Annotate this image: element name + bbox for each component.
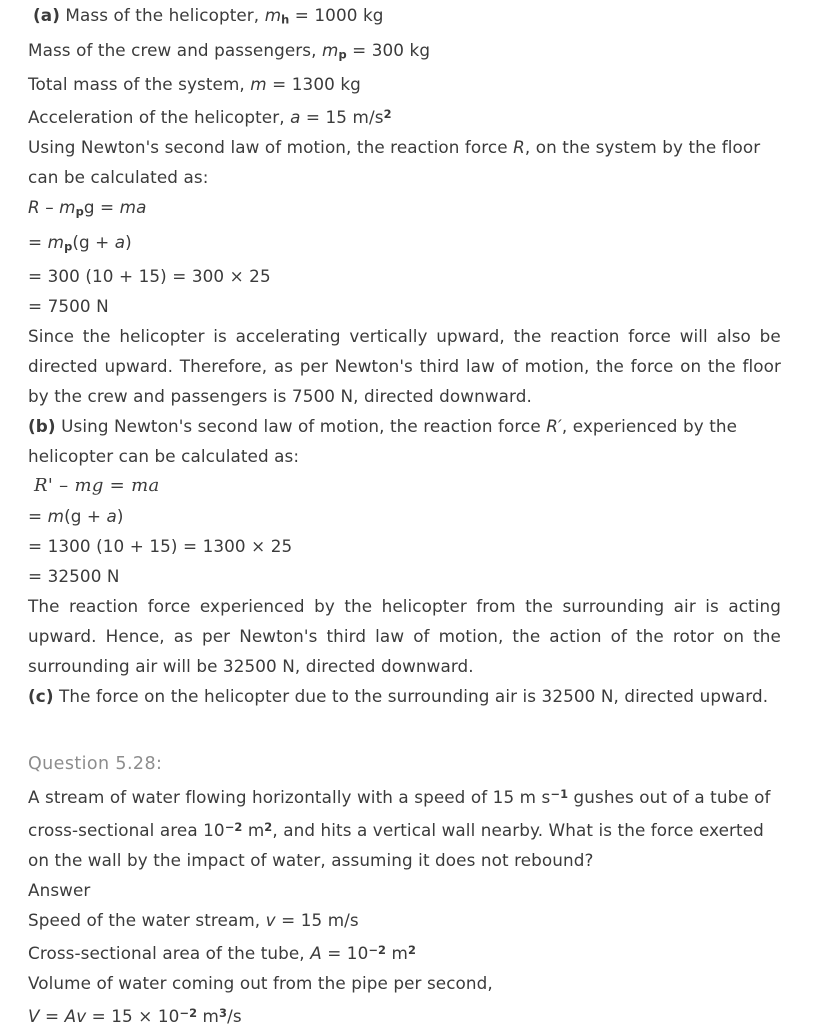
paragraph-a-conclusion-line-1 [28, 321, 781, 351]
justified-word: Since [28, 326, 75, 347]
superscript-minus-2: −2 [224, 820, 243, 835]
equation-b2: = 1300 (10 + 15) = 1300 × 25 [28, 536, 293, 557]
justified-word: accelerating [235, 326, 341, 347]
justified-word: of [610, 626, 627, 647]
justified-word: the [596, 356, 624, 377]
answer-area-unit: m [386, 943, 408, 964]
line-mass-helicopter [28, 0, 781, 35]
total-mass-text: Total mass of the system, [28, 74, 251, 94]
justified-word: of [501, 356, 518, 377]
question-line-1-text: A stream of water flowing horizontally with a speed of 15 m s [28, 787, 551, 808]
superscript-2-area: 2 [264, 820, 273, 835]
justified-word: also [716, 326, 751, 347]
equation-a2 [28, 227, 781, 262]
justified-word: floor [742, 356, 781, 377]
equation-a3: = 300 (10 + 15) = 300 × 25 [28, 266, 271, 287]
paragraph-b-conclusion-line-2 [28, 621, 781, 651]
justified-word: as [173, 626, 193, 647]
eq-b1-var-m: m [47, 506, 65, 527]
part-b-label: (b) [28, 416, 56, 437]
justified-word: reaction [550, 326, 620, 347]
part-a-label: (a) [33, 5, 60, 25]
var-m-h: m [264, 5, 282, 25]
var-A: A [310, 943, 322, 964]
eq-v-equals-2: = 15 × 10 [86, 1006, 180, 1027]
answer-speed-line [28, 905, 781, 935]
justified-word: motion, [438, 626, 504, 647]
line-acceleration [28, 99, 781, 132]
document-content [28, 0, 781, 1028]
var-v: v [265, 910, 276, 931]
justified-word: on [722, 626, 745, 647]
part-b-intro-text: Using Newton's second law of motion, the reaction force [61, 416, 547, 437]
justified-word: law [375, 626, 405, 647]
newton-intro-text: Using Newton's second law of motion, the reaction force [28, 137, 514, 158]
line-newton-intro-2: can be calculated as: [28, 167, 209, 188]
eq-a1-tail: g = [83, 197, 120, 218]
paragraph-b-intro-line-1 [28, 411, 781, 441]
justified-word: upward. [104, 356, 174, 377]
question-line-2-text: cross-sectional area 10 [28, 820, 225, 841]
eq-b-img-rhs: ma [131, 475, 160, 497]
superscript-minus-1: −1 [550, 787, 569, 802]
justified-word: Therefore, [179, 356, 268, 377]
justified-word: acting [728, 596, 781, 617]
equation-b1 [28, 501, 781, 531]
paragraph-c [28, 681, 781, 711]
justified-word: the [753, 626, 781, 647]
question-line-2-unit: m [242, 820, 265, 841]
var-R-prime: R [546, 416, 558, 437]
justified-word: upward. [28, 626, 97, 647]
justified-word: law [465, 356, 495, 377]
justified-word: as [273, 356, 294, 377]
justified-word: will [679, 326, 708, 347]
justified-word: third [419, 356, 460, 377]
question-line-1-seg [28, 779, 781, 812]
answer-area-text: Cross-sectional area of the tube, [28, 943, 311, 964]
eq-b1-end: ) [116, 506, 124, 527]
justified-word: the [513, 326, 542, 347]
paragraph-b-conclusion-line-3: surrounding air will be 32500 N, directed downward. [28, 656, 474, 677]
justified-word: upward, [436, 326, 505, 347]
justified-word: the [707, 356, 736, 377]
newton-intro-seg-1 [28, 132, 781, 162]
eq-b-img-minus: – [53, 475, 75, 497]
eq-a1-var-m: m [59, 197, 76, 218]
subscript-h: h [281, 12, 290, 27]
part-b-intro-seg [28, 411, 781, 441]
var-m: m [250, 74, 267, 94]
answer-area-value: = 10 [321, 943, 369, 964]
part-b-intro-text-2: , experienced by the [561, 416, 738, 437]
justified-word: the [636, 626, 664, 647]
superscript-2-unit: 2 [407, 943, 417, 958]
eq-a2-var-m: m [47, 231, 65, 252]
justified-word: the [525, 596, 554, 617]
mass-helicopter-text: Mass of the helicopter, [65, 5, 265, 25]
paragraph-b-intro-line-2: helicopter can be calculated as: [28, 446, 300, 467]
eq-v-equals-1: = [39, 1006, 65, 1027]
line-newton-intro-1 [28, 132, 781, 162]
answer-volume-label: Volume of water coming out from the pipe per second, [28, 973, 493, 994]
justified-word: surrounding [562, 596, 665, 617]
part-c-label: (c) [28, 686, 54, 707]
question-line-1-text-2: gushes out of a tube of [568, 787, 771, 808]
justified-word: by [314, 596, 335, 617]
justified-word: rotor [672, 626, 714, 647]
line-total-mass [28, 69, 781, 99]
var-m-p: m [321, 39, 339, 60]
question-line-1 [28, 779, 781, 812]
eq-a1-var-R: R [28, 197, 40, 218]
mass-crew-text: Mass of the crew and passengers, [28, 39, 322, 60]
eq-b1-mid: (g + [64, 506, 107, 527]
var-Av: Av [64, 1006, 87, 1027]
paragraph-a-conclusion-line-3: by the crew and passengers is 7500 N, directed downward. [28, 386, 532, 407]
volume-unit-pre: m [197, 1006, 220, 1027]
justified-word: Newton's [239, 626, 318, 647]
answer-volume-equation [28, 998, 781, 1028]
equation-b-image [28, 471, 781, 501]
justified-word: helicopter [381, 596, 467, 617]
justified-word: the [344, 596, 373, 617]
eq-a2-lead: = [28, 231, 48, 252]
paragraph-a-conclusion-line-2 [28, 351, 781, 381]
newton-intro-text-2: , on the system by the floor [524, 137, 761, 158]
question-heading: Question 5.28: [28, 754, 163, 775]
eq-a1-minus: – [39, 197, 60, 218]
var-V: V [28, 1006, 40, 1027]
eq-a2-var-a: a [114, 231, 126, 252]
justified-word: the [82, 326, 111, 347]
justified-word: is [213, 326, 227, 347]
total-mass-value: = 1300 kg [266, 74, 361, 94]
eq-b1-lead: = [28, 506, 48, 527]
equation-b3: = 32500 N [28, 566, 120, 587]
superscript-minus-2-area: −2 [368, 943, 387, 958]
eq-a1-rhs: ma [119, 197, 147, 218]
subscript-p: p [338, 47, 347, 61]
question-line-2-seg [28, 812, 781, 845]
superscript-3-volume: 3 [219, 1006, 228, 1021]
eq-b-img-mg: mg [74, 475, 104, 497]
line-mass-crew [28, 35, 781, 70]
mass-crew-value: = 300 kg [346, 39, 431, 60]
eq-a2-mid: (g + [72, 231, 115, 252]
justified-word: helicopter [119, 326, 205, 347]
section-spacer [28, 711, 781, 749]
justified-word: per [299, 356, 328, 377]
justified-word: third [326, 626, 367, 647]
justified-word: force [147, 596, 191, 617]
question-line-2 [28, 812, 781, 845]
equation-a1 [28, 192, 781, 227]
justified-word: from [476, 596, 516, 617]
answer-speed-value: = 15 m/s [275, 910, 359, 931]
prime-mark: ′ [557, 416, 562, 437]
justified-word: force [630, 356, 674, 377]
paragraph-b-conclusion-line-1 [28, 591, 781, 621]
justified-word: on [680, 356, 702, 377]
eq-b-img-prime: ' [47, 475, 54, 497]
answer-label: Answer [28, 880, 91, 901]
answer-area-line [28, 935, 781, 968]
part-c-text: The force on the helicopter due to the surrounding air is 32500 N, directed upward. [59, 686, 769, 707]
eq-a2-end: ) [125, 231, 132, 252]
justified-word: per [202, 626, 231, 647]
eq-b-img-var-R: R [34, 475, 48, 497]
eq-a2-sub-p: p [64, 239, 73, 254]
justified-word: of [413, 626, 430, 647]
justified-word: be [759, 326, 781, 347]
eq-b-img-equals: = [103, 475, 132, 497]
justified-word: directed [28, 356, 98, 377]
justified-word: air [673, 596, 696, 617]
answer-speed-text: Speed of the water stream, [28, 910, 266, 931]
eq-a1-sub-p: p [75, 204, 84, 219]
equation-a4: = 7500 N [28, 296, 109, 317]
justified-word: Newton's [334, 356, 413, 377]
justified-word: action [549, 626, 602, 647]
eq-b1-var-a: a [106, 506, 117, 527]
justified-word: motion, [524, 356, 590, 377]
justified-word: vertically [349, 326, 428, 347]
var-R: R [513, 137, 525, 158]
question-line-3: on the wall by the impact of water, assuming it does not rebound? [28, 850, 594, 871]
justified-word: is [705, 596, 719, 617]
acceleration-text: Acceleration of the helicopter, [28, 107, 291, 128]
mass-helicopter-value: = 1000 kg [289, 5, 384, 25]
var-a: a [290, 107, 301, 128]
superscript-minus-2-volume: −2 [179, 1006, 198, 1021]
justified-word: Hence, [105, 626, 165, 647]
superscript-2: 2 [383, 107, 392, 121]
justified-word: reaction [68, 596, 139, 617]
volume-unit-post: /s [227, 1006, 242, 1027]
justified-word: the [512, 626, 541, 647]
justified-word: force [628, 326, 671, 347]
justified-word: experienced [199, 596, 305, 617]
question-line-2-text-2: , and hits a vertical wall nearby. What is the force exerted [272, 820, 764, 841]
justified-word: The [28, 596, 60, 617]
acceleration-value: = 15 m/s [300, 107, 384, 128]
